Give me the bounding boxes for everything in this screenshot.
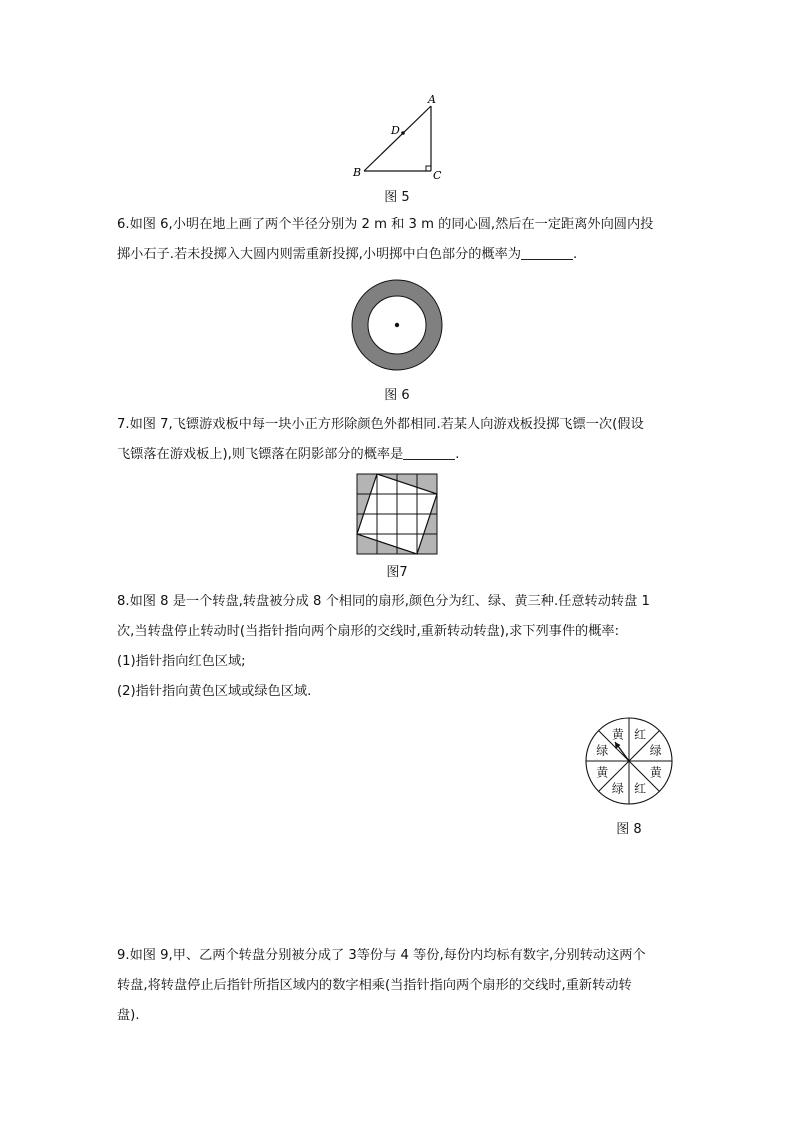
label-c: C bbox=[433, 169, 442, 182]
spinner-sector-label: 黄 bbox=[596, 765, 609, 780]
q7-line-2: 飞镖落在游戏板上),则飞镖落在阴影部分的概率是 . bbox=[117, 447, 460, 462]
label-b: B bbox=[353, 166, 362, 179]
q8-line-1: 8.如图 8 是一个转盘,转盘被分成 8 个相同的扇形,颜色分为红、绿、黄三种.任意转动转盘 1 bbox=[117, 594, 650, 609]
figure-8-caption: 图 8 bbox=[616, 822, 642, 837]
spinner-sector-label: 黄 bbox=[611, 727, 624, 742]
q8-sub-2: (2)指针指向黄色区域或绿色区域. bbox=[117, 684, 312, 699]
figure-7-dartboard bbox=[356, 473, 438, 555]
q6-line-2: 掷小石子.若未投掷入大圆内则需重新投掷,小明掷中白色部分的概率为 . bbox=[117, 247, 578, 262]
figure-6-caption: 图 6 bbox=[384, 388, 410, 403]
spinner-sector-label: 绿 bbox=[611, 781, 624, 796]
q8-line-2: 次,当转盘停止转动时(当指针指向两个扇形的交线时,重新转动转盘),求下列事件的概率: bbox=[117, 624, 620, 639]
spinner-sector-label: 绿 bbox=[596, 743, 609, 758]
question-8 bbox=[117, 587, 687, 707]
q7-answer-blank[interactable] bbox=[403, 445, 455, 460]
q6-line-1: 6.如图 6,小明在地上画了两个半径分别为 2 m 和 3 m 的同心圆,然后在一定距离外向圆内投 bbox=[117, 217, 654, 232]
spinner-sector-label: 绿 bbox=[649, 743, 662, 758]
center-dot bbox=[395, 323, 399, 327]
spinner-sector-label: 红 bbox=[634, 781, 647, 796]
q9-line-2: 转盘,将转盘停止后指针所指区域内的数字相乘(当指针指向两个扇形的交线时,重新转动转 bbox=[117, 978, 632, 993]
q8-sub-1: (1)指针指向红色区域; bbox=[117, 654, 246, 669]
spinner-sector-label: 红 bbox=[634, 727, 647, 742]
point-d-dot bbox=[401, 131, 405, 135]
figure-5-triangle bbox=[340, 92, 450, 184]
label-d: D bbox=[391, 124, 400, 137]
figure-7-caption: 图7 bbox=[386, 565, 408, 580]
spinner-sector-label: 黄 bbox=[649, 765, 662, 780]
q6-answer-blank[interactable] bbox=[521, 245, 573, 260]
figure-6-circles bbox=[350, 278, 444, 372]
right-angle-mark bbox=[426, 166, 431, 171]
question-7 bbox=[117, 410, 687, 470]
question-6 bbox=[117, 210, 687, 270]
q9-line-1: 9.如图 9,甲、乙两个转盘分别被分成了 3等份与 4 等份,每份内均标有数字,分别转动这两个 bbox=[117, 948, 646, 963]
label-a: A bbox=[428, 93, 436, 106]
figure-8-spinner bbox=[584, 716, 674, 806]
figure-5-caption: 图 5 bbox=[384, 190, 410, 205]
q7-line-1: 7.如图 7,飞镖游戏板中每一块小正方形除颜色外都相同.若某人向游戏板投掷飞镖一次(假设 bbox=[117, 417, 644, 432]
q9-line-3: 盘). bbox=[117, 1008, 140, 1023]
question-9 bbox=[117, 941, 687, 1031]
triangle-edge-ab bbox=[364, 106, 431, 171]
